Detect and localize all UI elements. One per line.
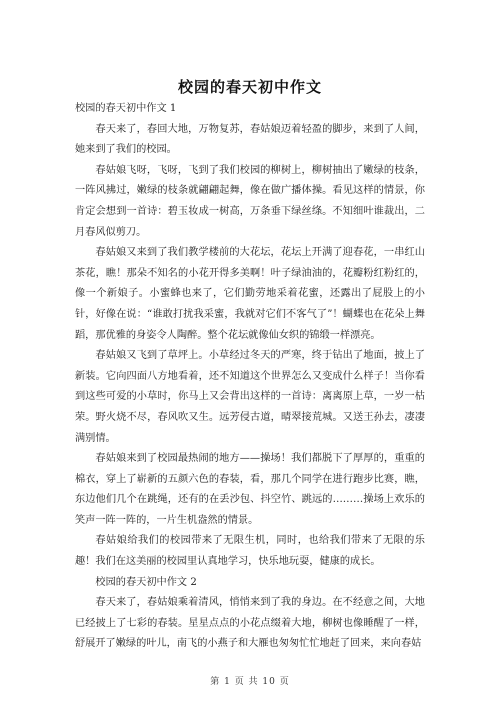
section-heading: 校园的春天初中作文 2 [95, 576, 197, 588]
paragraph: 春天来了，春回大地，万物复苏，春姑娘迈着轻盈的脚步，来到了人间，她来到了我们的校园。 [75, 123, 425, 156]
paragraph: 春姑娘给我们的校园带来了无限生机，同时，也给我们带来了无限的乐趣！我们在这美丽的校园里认真地学习，快乐地玩耍，健康的成长。 [75, 535, 425, 568]
paragraph: 春姑娘飞呀，飞呀，飞到了我们校园的柳树上，柳树抽出了嫩绿的枝条，一阵风拂过，嫩绿的枝条就翩翩起舞，像在做广播体操。看见这样的情景，你肯定会想到一首诗：碧玉妆成一树高，万条垂下绿丝绦。不知细叶谁裁出，二月春风似剪刀。 [75, 164, 425, 238]
paragraph: 春姑娘又飞到了草坪上。小草经过冬天的严寒，终于钻出了地面，披上了新装。它向四面八方地看着，还不知道这个世界怎么又变成什么样子！当你看到这些可爱的小草时，你马上又会背出这样的一首诗：离离原上草，一岁一枯荣。野火烧不尽，春风吹又生。远芳侵古道，晴翠接荒城。又送王孙去，凄凄满别情。 [75, 350, 425, 444]
paragraph: 春天来了，春姑娘乘着清风，悄悄来到了我的身边。在不经意之间，大地已经披上了七彩的春装。星星点点的小花点缀着大地，柳树也像睡醒了一样，舒展开了嫩绿的叶儿，南飞的小燕子和大雁也匆匆忙忙地赶了回来，来向春姑 [75, 597, 425, 650]
page-number-footer: 第 1 页 共 10 页 [210, 677, 290, 687]
paragraph: 春姑娘来到了校园最热闹的地方——操场！我们都脱下了厚厚的，重重的棉衣，穿上了崭新的五颜六色的春装，看，那几个同学在进行跑步比赛，瞧，东边他们几个在跳绳，还有的在丢沙包、抖空竹、跳远的………操场上欢乐的笑声一阵一阵的，一片生机盎然的情景。 [75, 453, 425, 526]
document-body [75, 99, 425, 655]
paragraph: 春姑娘又来到了我们教学楼前的大花坛，花坛上开满了迎春花，一串红山茶花，瞧！那朵不知名的小花开得多美啊！叶子绿油油的，花瓣粉红粉红的，像一个新娘子。小蜜蜂也来了，它们勤劳地采着花蜜，还露出了屁股上的小针，好像在说：“谁敢打扰我采蜜，我就对它们不客气了”！蝴蝶也在花朵上舞蹈，那优雅的身姿令人陶醉。整个花坛就像仙女织的锦缎一样漂亮。 [75, 247, 425, 341]
page-title: 校园的春天初中作文 [177, 78, 322, 96]
section-heading: 校园的春天初中作文 1 [75, 103, 177, 114]
